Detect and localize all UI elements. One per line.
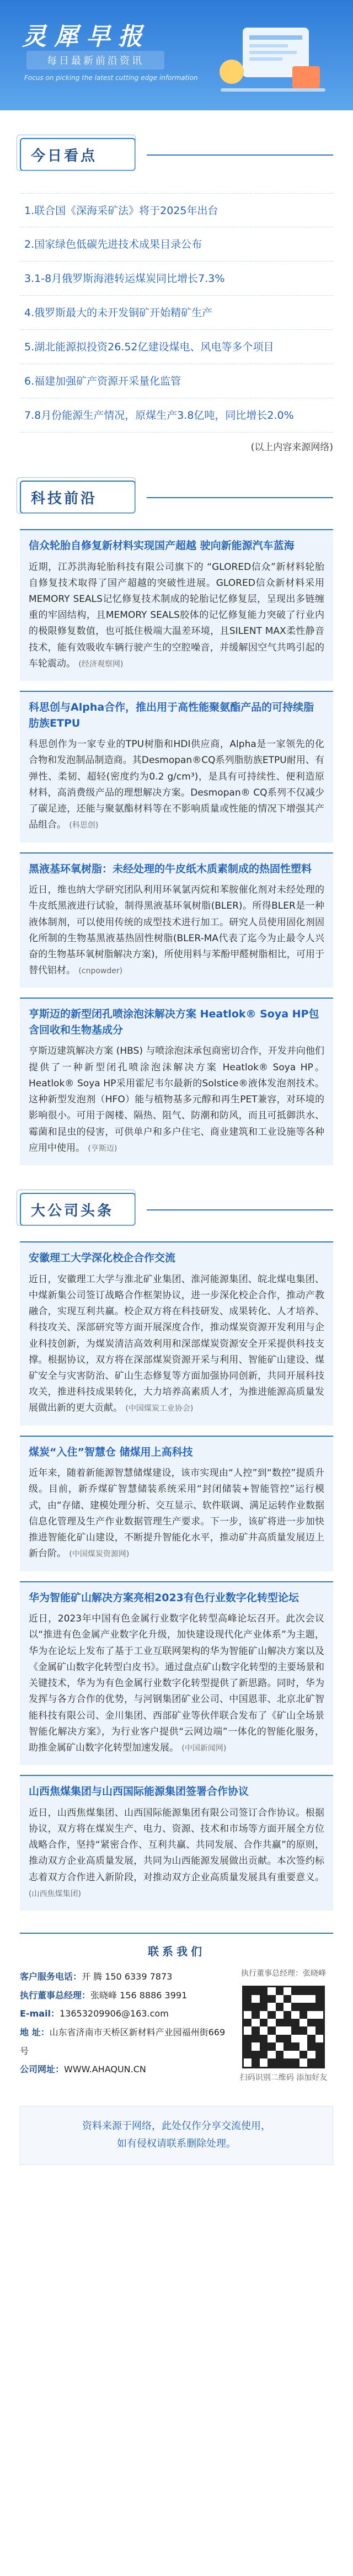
toc-item[interactable]: 7.8月份能源生产情况，原煤生产3.8亿吨，同比增长2.0% <box>20 398 333 433</box>
article-title[interactable]: 安徽理工大学深化校企合作交流 <box>29 1252 176 1265</box>
contact-address: 地 址：山东省济南市天桥区新材料产业园福州街669号 <box>20 2026 226 2056</box>
heading-divider <box>147 1209 333 1210</box>
header-tagline: Focus on picking the latest cutting edge information <box>24 74 198 82</box>
toc-item[interactable]: 3.1-8月俄罗斯海港转运煤炭同比增长7.3% <box>20 262 333 296</box>
contact-editor: 执行董事总经理：张晓峰 156 8886 3991 <box>20 1990 188 2001</box>
tech-heading: 科技前沿 <box>31 490 98 507</box>
article-body: 近日，山西焦煤集团、山西国际能源集团有限公司签订合作协议。根据协议，双方将在煤炭生产、电力、资源、技术和市场等方面开展全方位战略合作，坚持“紧密合作、互利共赢、共同发展、合作共赢”的原则，推动双方企业高质量发展，共同为山西能源发展做出贡献。本次签约标志着双方合作进入新阶段，对推动双方企业高质量发展具有重要意义。 (山西焦煤集团) <box>29 1807 324 1898</box>
toc-item[interactable]: 2.国家绿色低碳先进技术成果目录公布 <box>20 227 333 262</box>
article-title[interactable]: 山西焦煤集团与山西国际能源集团签署合作协议 <box>29 1785 249 1798</box>
tech-heading-block <box>20 475 333 519</box>
footer-line: 资料来源于网络，此处仅作分享交流使用， <box>82 2120 271 2132</box>
article-body: 近日，维也纳大学研究团队利用环氧氯丙烷和苯胺催化剂对未经处理的牛皮纸黑液进行试验，制得黑液基环氧树脂(BLER)。所得BLER是一种液体制剂，可以使用传统的成型技术进行加工。研究人员使用固化剂固化所制的生物基黑液基热固性树脂(BLER-MA代表了迄今为止最令人兴奋的生物基环氧树脂解决方案)，所使用料与苯酚甲醛树脂相比，可用于替代铝材。 (cnpowder) <box>29 884 324 977</box>
tech-article <box>20 998 333 1165</box>
toc-item[interactable]: 4.俄罗斯最大的未开发铜矿开始精矿生产 <box>20 296 333 330</box>
article-source: (中国煤炭工业协会) <box>125 1404 194 1414</box>
article-body: 科思创作为一家专业的TPU树脂和HDI供应商，Alpha是一家领先的化合物和发泡制品制造商。其Desmopan®CQ系列脂肪族ETPU耐用、有弹性、柔韧、超轻(密度约为0.2 g/cm³)，是具有可持续性、便利造原材料，高消费级产品的理想解决方案。Desmopan® CQ系列不仅减少了碳足迹，还能与聚氨酯材料等在不影响质量或性能的情况下增强其产品组合。 (科思创) <box>29 739 324 831</box>
article-source: (cnpowder) <box>78 967 123 976</box>
footer-line: 如有侵权请联系删除处理。 <box>117 2138 236 2150</box>
company-section <box>0 1187 353 1911</box>
header-subtitle: 每日最新前沿资讯 <box>26 51 164 70</box>
toc-list <box>20 193 333 433</box>
toc-item[interactable]: 5.湖北能源拟投资26.52亿建设煤电、风电等多个项目 <box>20 330 333 364</box>
article-title[interactable]: 黑液基环氧树脂：未经处理的牛皮纸木质素制成的热固性塑料 <box>29 862 312 875</box>
company-article <box>20 1436 333 1571</box>
company-article <box>20 1241 333 1426</box>
website-link[interactable]: WWW.AHAQUN.CN <box>64 2064 146 2075</box>
toc-heading: 今日看点 <box>31 148 98 164</box>
toc-section <box>0 132 353 453</box>
toc-item[interactable]: 1.联合国《深海采矿法》将于2025年出台 <box>20 193 333 227</box>
qr-block <box>234 1967 333 2084</box>
heading-divider <box>147 154 333 156</box>
tech-section <box>0 475 353 1165</box>
contact-email: E-mail：13653209906@163.com <box>20 2008 169 2019</box>
article-title[interactable]: 华为智能矿山解决方案亮相2023有色行业数字化转型论坛 <box>29 1591 299 1604</box>
tech-article <box>20 529 333 681</box>
tech-article <box>20 852 333 988</box>
article-source: (科思创) <box>69 821 99 830</box>
article-source: (经济观察网) <box>78 659 124 669</box>
article-title[interactable]: 亨斯迈的新型闭孔喷涂泡沫解决方案 Heatlok® Soya HP包含回收和生物基成分 <box>29 1008 319 1036</box>
article-body: 亨斯迈建筑解决方案 (HBS) 与喷涂泡沫承包商密切合作，开发并向他们提供了一种新型闭孔喷涂泡沫解决方案 Heatlok® Soya HP。Heatlok® Soya HP采用霍尼韦尔最新的Solstice®液体发泡剂技术。这种新型发泡剂（HFO）能与植物基多元醇和再生PET兼容，对环境的影响很小。可用于阁楼、隔热、阻气、防潮和防风，而且可抵御洪水、霉菌和昆虫的侵害，可供单户和多户住宅、商业建筑和工业设施等各种应用中使用。 (亨斯迈) <box>29 1046 324 1154</box>
article-title[interactable]: 信众轮胎自修复新材料实现国产超越 驶向新能源汽车蓝海 <box>29 540 295 552</box>
heading-divider <box>147 497 333 498</box>
company-heading-block <box>20 1187 333 1231</box>
contact-row <box>20 1967 333 2084</box>
hotline-number[interactable]: 开 腾 150 6339 7873 <box>82 1971 173 1982</box>
header-illustration-icon <box>210 11 331 99</box>
contact-details <box>20 1967 234 2084</box>
article-title[interactable]: 煤炭“入住”智慧仓 储煤用上高科技 <box>29 1446 193 1458</box>
qr-caption-bottom: 扫码识别二维码 添加好友 <box>239 2073 328 2082</box>
contact-hotline: 客户服务电话：开 腾 150 6339 7873 <box>20 1971 173 1982</box>
tech-article <box>20 691 333 842</box>
article-source: (山西焦煤集团) <box>29 1889 81 1898</box>
header-banner <box>0 0 353 110</box>
article-body: 近年来，随着新能源智慧储煤建设，该市实现由“人控”到“数控”提质升级。目前，新乔煤矿智慧储装系统采用“封闭储装+智能管控”运行模式，由“存储、建模处理分析、交互显示、软件联调、满足运转作业数据信息化管理及生产作业数据管理生产要求。下一步，该矿将进一步加快推进智能化矿山建设，不断提升智能化水平，推动矿井高质量发展迈上新台阶。 (中国煤炭资源网) <box>29 1468 324 1560</box>
article-body: 近日，2023年中国有色金属行业数字化转型高峰论坛召开。此次会议以“推进有色金属产业数字化升级，加快建设现代化产业体系”为主题，华为在论坛上发布了基于工业互联网架构的华为智能矿山解决方案以及《金属矿山数字化转型白皮书》。通过盘点矿山数字化转型的主要场景和关键技术，华为为有色金属行业数字化转型提供了新思路。同时，华为发挥与各方合作的优势，与河钢集团矿业公司、中国恩菲、北京北矿智能科技有限公司、金川集团、西部矿业等伙伴联合发布了《矿山全场景智能化解决方案》，为行业客户提供“云网边端”一体化的智能化服务，助推金属矿山数字化转型加速发展。 (中国新闻网) <box>29 1613 324 1753</box>
contact-title: 联系我们 <box>148 1945 205 1959</box>
contact-section <box>20 1933 333 2084</box>
qr-caption-top: 执行董事总经理：张晓峰 <box>241 1969 326 1978</box>
company-heading: 大公司头条 <box>31 1203 114 1220</box>
email-link[interactable]: 13653209906@163.com <box>60 2008 169 2019</box>
article-title[interactable]: 科思创与Alpha合作，推出用于高性能聚氨酯产品的可持续脂肪族ETPU <box>29 701 314 729</box>
article-body: 近期，江苏洪海轮胎科技有限公司旗下的 “GLORED信众”新材料轮胎自修复技术取得了国产超越的突破性进展。GLORED信众新材料采用MEMORY SEALS记忆修复技术制成的轮胎记忆修复层，呈现出多链缠重的牢固结构，且MEMORY SEALS胶体的记忆修复能力突破了行业内的极限修复数值，也可抵住极端大温差环境，且SILENT MAX柔性静音技术，能有效吸收车辆行驶产生的空腔噪音，并缓解因空气共鸣引起的车轮震动。 (经济观察网) <box>29 561 324 669</box>
toc-heading-block <box>20 132 333 177</box>
article-body: 近日，安徽理工大学与淮北矿业集团、淮河能源集团、皖北煤电集团、中煤新集公司签订战略合作框架协议，进一步深化校企合作，推动产教融合，实现互利共赢。校企双方将在科技研发、成果转化、人才培养、科技攻关、深部研究等方面开展深度合作，推动煤炭资源开发利用与企业科技创新，为煤炭清洁高效利用和深部煤炭资源安全开采提供科技支撑。根据协议，双方将在深部煤炭资源开采与利用、智能矿山建设、煤矿安全与灾害防治、矿山生态修复等方面加强协同创新，共同开展科技攻关，推进科技成果转化，大力培养高素质人才，为推进能源高质量发展做出新的更大贡献。 (中国煤炭工业协会) <box>29 1273 324 1414</box>
header-title: 灵犀早报 <box>22 23 150 51</box>
qr-code-icon[interactable] <box>242 1986 325 2068</box>
article-source: (中国煤炭资源网) <box>69 1550 130 1559</box>
footer-disclaimer <box>20 2106 333 2165</box>
toc-footnote: (以上内容来源网络) <box>250 442 333 453</box>
company-article <box>20 1581 333 1766</box>
contact-website: 公司网址：WWW.AHAQUN.CN <box>20 2064 146 2075</box>
article-source: (亨斯迈) <box>88 1144 117 1153</box>
article-source: (中国新闻网) <box>181 1743 227 1753</box>
editor-phone[interactable]: 张晓峰 156 8886 3991 <box>90 1990 188 2001</box>
company-article <box>20 1775 333 1911</box>
toc-item[interactable]: 6.福建加强矿产资源开采量化监管 <box>20 364 333 398</box>
